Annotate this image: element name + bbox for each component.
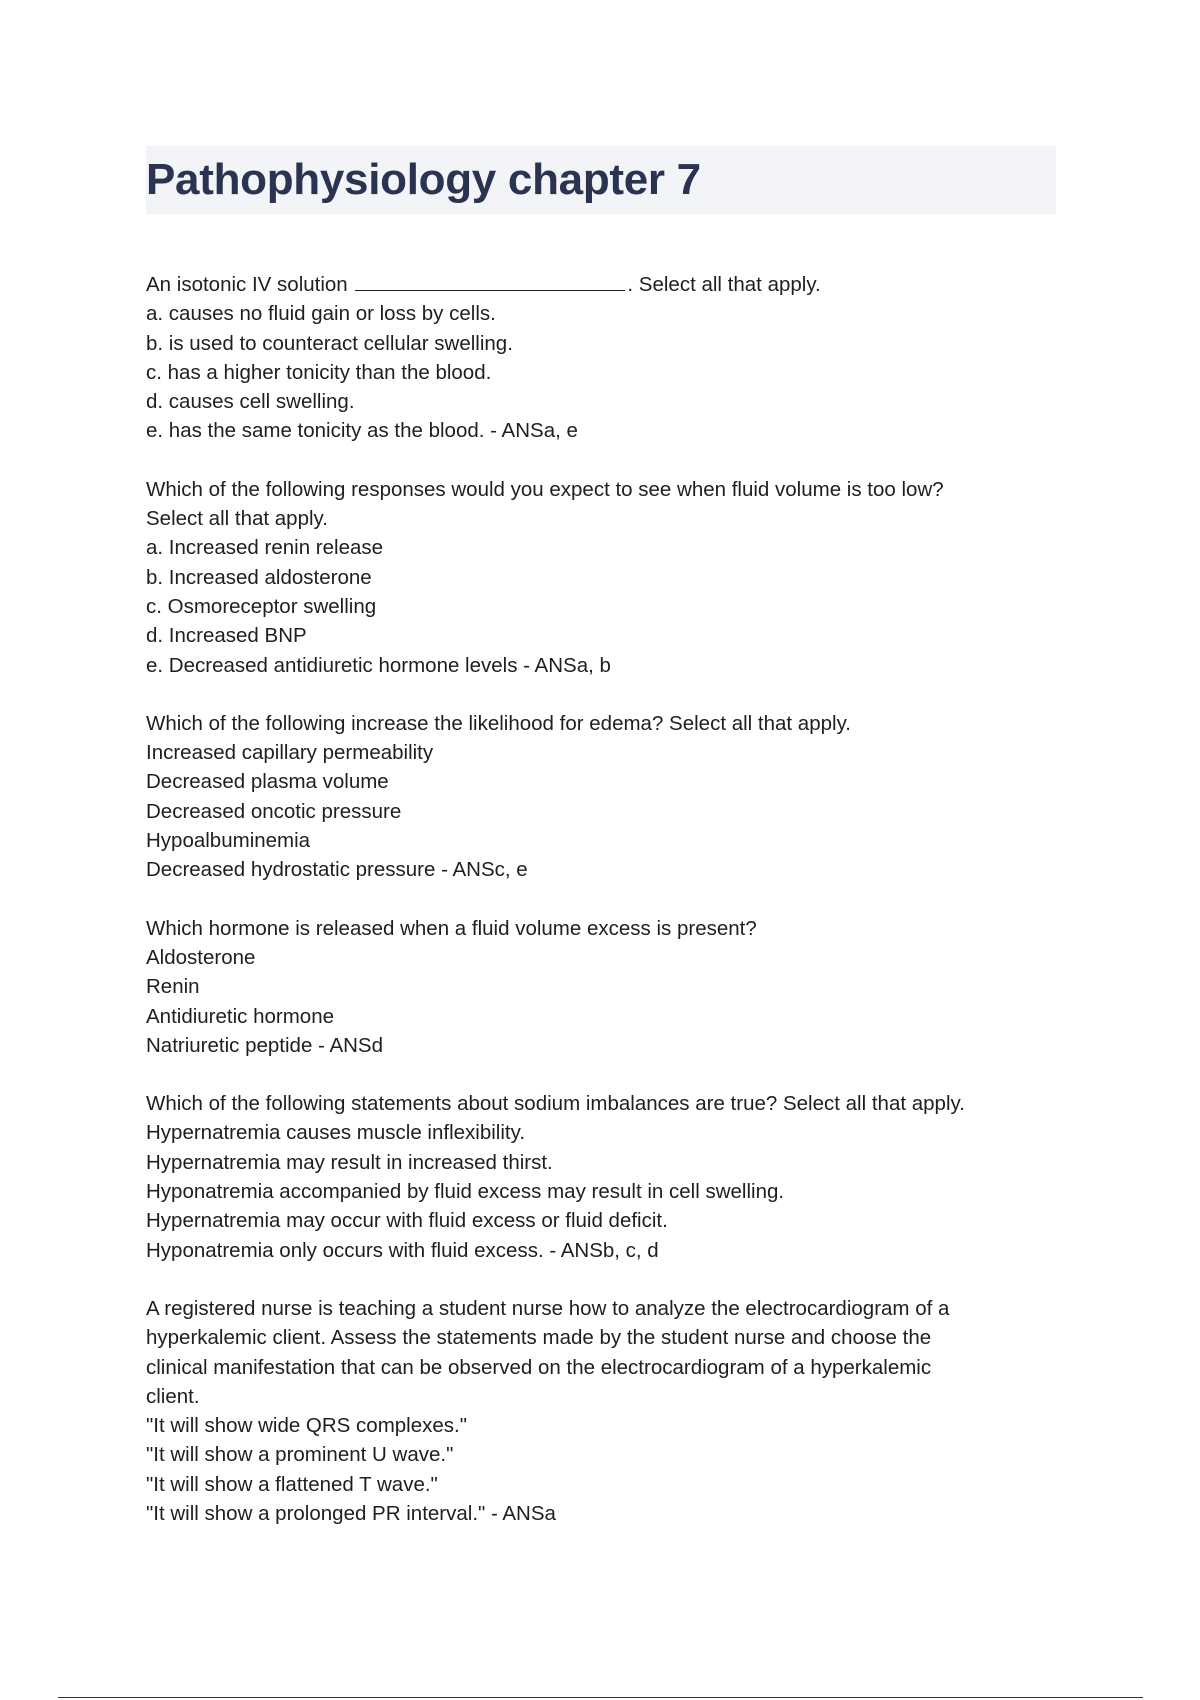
answer-option: "It will show a flattened T wave." xyxy=(146,1472,438,1496)
answer-option: d. causes cell swelling. xyxy=(146,390,355,414)
stem-text-after-blank: . Select all that apply. xyxy=(627,273,821,296)
answer-option-with-key: Decreased hydrostatic pressure - ANSc, e xyxy=(146,858,528,882)
answer-option: Hypoalbuminemia xyxy=(146,829,311,853)
fill-in-blank xyxy=(355,272,625,291)
question-3 xyxy=(146,709,1066,885)
question-stem: Which of the following responses would you expect to see when fluid volume is too low? xyxy=(146,477,944,501)
question-stem: A registered nurse is teaching a student nurse how to analyze the electrocardiogram of a xyxy=(146,1296,950,1320)
question-stem: hyperkalemic client. Assess the statements made by the student nurse and choose the xyxy=(146,1326,932,1350)
question-6 xyxy=(146,1294,1066,1528)
question-stem xyxy=(146,270,1066,299)
answer-option: a. Increased renin release xyxy=(146,536,384,560)
answer-option-with-key: e. Decreased antidiuretic hormone levels - ANSa, b xyxy=(146,653,611,677)
question-stem: Select all that apply. xyxy=(146,507,328,531)
question-2 xyxy=(146,475,1066,680)
question-stem: client. xyxy=(146,1384,200,1408)
question-list xyxy=(146,270,1066,1557)
answer-option: "It will show wide QRS complexes." xyxy=(146,1414,468,1438)
question-4 xyxy=(146,914,1066,1060)
answer-option: Hypernatremia may occur with fluid excess or fluid deficit. xyxy=(146,1209,668,1233)
answer-option-with-key: "It will show a prolonged PR interval." - ANSa xyxy=(146,1501,556,1525)
answer-option-with-key: e. has the same tonicity as the blood. - ANSa, e xyxy=(146,419,578,443)
answer-option-with-key: Natriuretic peptide - ANSd xyxy=(146,1033,384,1057)
question-stem: clinical manifestation that can be observed on the electrocardiogram of a hyperkalemic xyxy=(146,1355,932,1379)
answer-option: Hyponatremia accompanied by fluid excess may result in cell swelling. xyxy=(146,1180,785,1204)
answer-option: Antidiuretic hormone xyxy=(146,1004,335,1028)
answer-option: Aldosterone xyxy=(146,945,256,969)
question-1 xyxy=(146,270,1066,446)
answer-option: c. has a higher tonicity than the blood. xyxy=(146,360,492,384)
answer-option-with-key: Hyponatremia only occurs with fluid excess. - ANSb, c, d xyxy=(146,1238,659,1262)
question-5 xyxy=(146,1089,1066,1265)
answer-option: Hypernatremia causes muscle inflexibility. xyxy=(146,1121,526,1145)
stem-text-before-blank: An isotonic IV solution xyxy=(146,273,354,296)
answer-option: Increased capillary permeability xyxy=(146,741,434,765)
question-stem: Which of the following statements about sodium imbalances are true? Select all that apply. xyxy=(146,1092,965,1116)
answer-option: b. is used to counteract cellular swelling. xyxy=(146,331,513,355)
answer-option: Decreased plasma volume xyxy=(146,770,389,794)
answer-option: a. causes no fluid gain or loss by cells. xyxy=(146,302,496,326)
answer-option: Hypernatremia may result in increased thirst. xyxy=(146,1150,553,1174)
answer-option: d. Increased BNP xyxy=(146,624,307,648)
question-stem: Which of the following increase the likelihood for edema? Select all that apply. xyxy=(146,711,851,735)
question-stem: Which hormone is released when a fluid volume excess is present? xyxy=(146,916,757,940)
answer-option: Renin xyxy=(146,975,200,999)
answer-option: c. Osmoreceptor swelling xyxy=(146,594,377,618)
answer-option: b. Increased aldosterone xyxy=(146,565,372,589)
answer-option: "It will show a prominent U wave." xyxy=(146,1443,454,1467)
answer-option: Decreased oncotic pressure xyxy=(146,799,402,823)
page-title: Pathophysiology chapter 7 xyxy=(146,155,701,204)
footer-divider xyxy=(58,1697,1143,1698)
